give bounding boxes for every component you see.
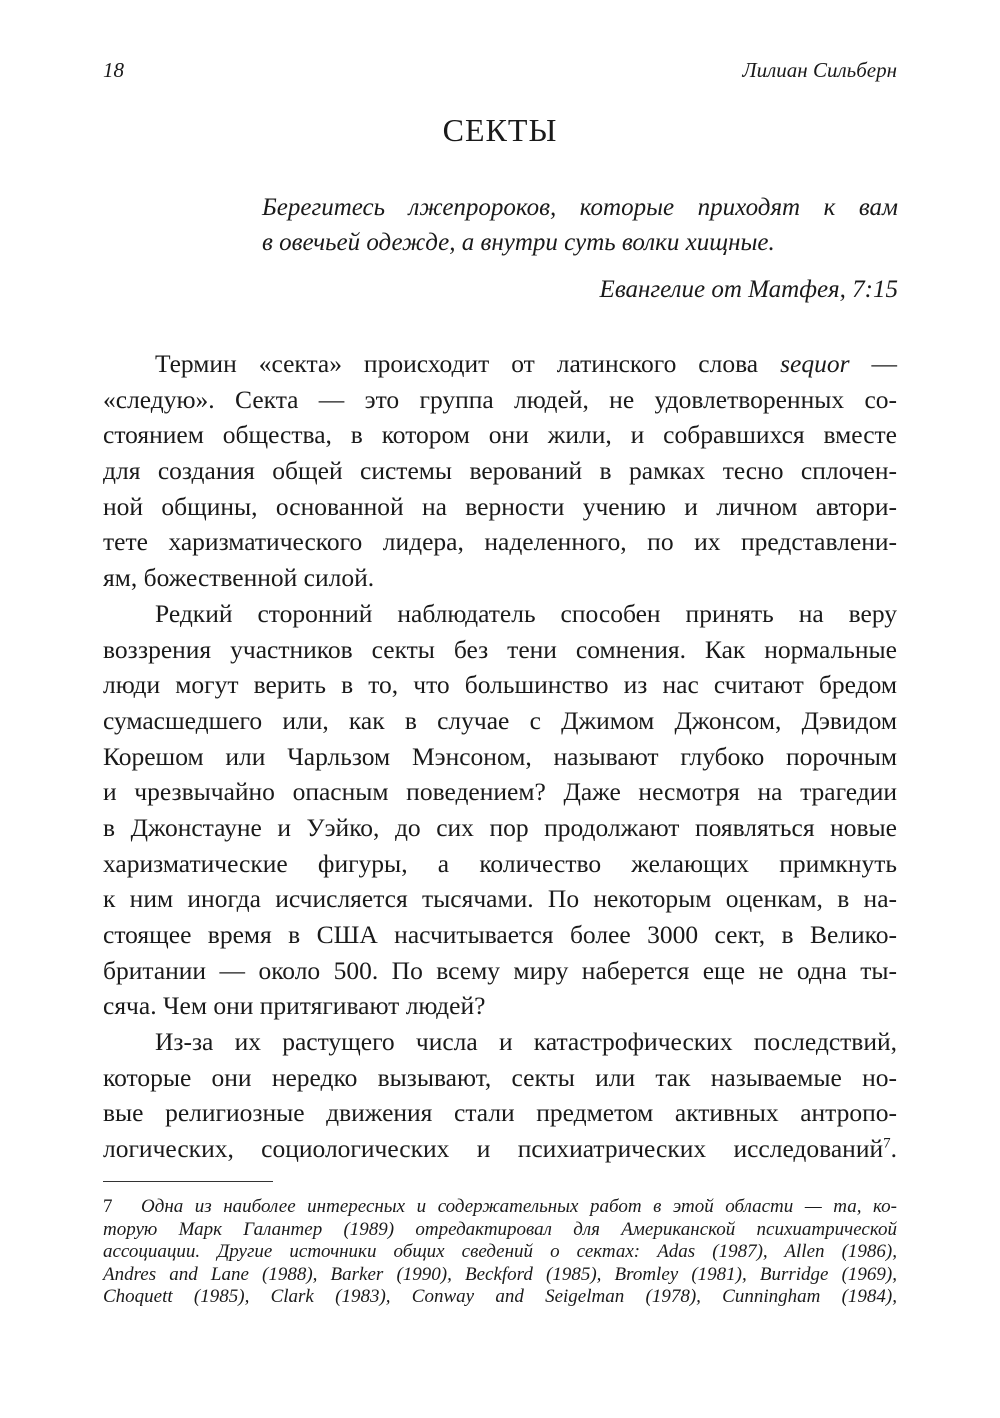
body-line [103, 1024, 897, 1060]
body-text-fragment: сумасшедшего или, как в случае с Джимом Джонсом, Дэвидом [103, 705, 897, 735]
body-line [103, 703, 897, 739]
body-line [103, 953, 897, 989]
body-line [103, 453, 897, 489]
body-text-fragment: Термин «секта» происходит от латинского слова [155, 349, 781, 378]
body-text-fragment: «следую». Секта — это группа людей, не удовлетворенных со- [103, 384, 897, 414]
body-text-fragment: которые они нередко вызывают, секты или так называемые но- [103, 1062, 897, 1092]
body-line [103, 988, 897, 1024]
body-text-fragment: харизматические фигуры, а количество желающих примкнуть [103, 848, 897, 878]
body-line [103, 667, 897, 703]
body-line [103, 632, 897, 668]
body-text-fragment: ям, божественной силой. [103, 563, 375, 593]
chapter-title: СЕКТЫ [442, 112, 558, 148]
body-text-fragment: стоящее время в США насчитывается более 3000 сект, в Велико- [103, 920, 897, 949]
footnote-text: Одна из наиболее интересных и содержательных работ в этой области — та, ко- [141, 1196, 897, 1217]
footnote-divider [103, 1181, 273, 1182]
body-line [103, 1060, 897, 1096]
body-line [103, 774, 897, 810]
body-line [103, 560, 897, 596]
body-line [103, 596, 897, 632]
body-text-fragment: Из-за их растущего числа и катастрофических последствий, [155, 1027, 897, 1057]
footnote-text: Choquett (1985), Clark (1983), Conway and Seigelman (1978), Cunningham (1984), [103, 1286, 897, 1308]
body-text-fragment: к ним иногда исчисляется тысячами. По некоторым оценкам, в на- [103, 884, 897, 914]
footnote-text: ассоциации. Другие источники общих сведений о сектах: Adas (1987), Allen (1986), [103, 1241, 897, 1263]
body-text-fragment: sequor [780, 349, 850, 378]
body-line [103, 881, 897, 917]
body-line [103, 346, 897, 382]
footnote [103, 1196, 897, 1309]
epigraph [262, 190, 898, 303]
body-line [103, 846, 897, 882]
footnote-text: торую Марк Галантер (1989) отредактировал для Американской психиатрической [103, 1218, 897, 1240]
body-line [103, 417, 897, 453]
body-text-fragment: логических, социологических и психиатрических исследований [103, 1134, 884, 1164]
body-text-fragment: — [849, 349, 897, 378]
body-text-fragment: Редкий сторонний наблюдатель способен принять на веру [155, 598, 897, 628]
body-text-fragment: ной общины, основанной на верности учению и личном автори- [103, 491, 897, 521]
footnote-line [103, 1264, 897, 1287]
body-text-fragment: сяча. Чем они притягивают людей? [103, 991, 486, 1021]
page-number: 18 [103, 58, 124, 82]
body-text [103, 346, 897, 1167]
body-text-fragment: в Джонстауне и Уэйко, до сих пор продолжают появляться новые [103, 812, 897, 842]
epigraph-line: в овечьей одежде, а внутри суть волки хищные. [262, 229, 775, 256]
body-line [103, 382, 897, 418]
body-text-fragment: Корешом или Чарльзом Мэнсоном, называют глубоко порочным [103, 741, 897, 771]
epigraph-line: Берегитесь лжепророков, которые приходят к вам [262, 194, 898, 221]
body-text-fragment: тете харизматического лидера, наделенного, по их представлени- [103, 527, 897, 557]
body-text-fragment: воззрения участников секты без тени сомнения. Как нормальные [103, 634, 897, 664]
footnote-text: Andres and Lane (1988), Barker (1990), Beckford (1985), Bromley (1981), Burridge (1969), [103, 1263, 897, 1285]
epigraph-source: Евангелие от Матфея, 7:15 [599, 276, 898, 303]
body-line [103, 524, 897, 560]
body-text-fragment: люди могут верить в то, что большинство из нас считают бредом [103, 670, 897, 700]
body-line [103, 489, 897, 525]
body-line [103, 1095, 897, 1131]
footnote-line [103, 1196, 897, 1219]
body-line [103, 1131, 897, 1167]
footnote-line [103, 1219, 897, 1242]
footnote-reference[interactable]: 7 [883, 1135, 891, 1152]
footnote-number: 7 [103, 1196, 113, 1217]
body-text-fragment: вые религиозные движения стали предметом активных антропо- [103, 1098, 897, 1128]
footnote-line [103, 1241, 897, 1264]
body-text-fragment: британии — около 500. По всему миру наберется еще не одна ты- [103, 955, 897, 985]
body-line [103, 810, 897, 846]
body-text-fragment: для создания общей системы верований в рамках тесно сплочен- [103, 456, 897, 486]
footnote-line [103, 1286, 897, 1309]
body-text-fragment: стоянием общества, в котором они жили, и собравшихся вместе [103, 420, 897, 450]
body-text-fragment: и чрезвычайно опасным поведением? Даже несмотря на трагедии [103, 777, 897, 807]
body-line [103, 917, 897, 953]
running-header-author: Лилиан Сильберн [742, 58, 897, 82]
body-text-fragment: . [890, 1134, 897, 1164]
body-line [103, 739, 897, 775]
